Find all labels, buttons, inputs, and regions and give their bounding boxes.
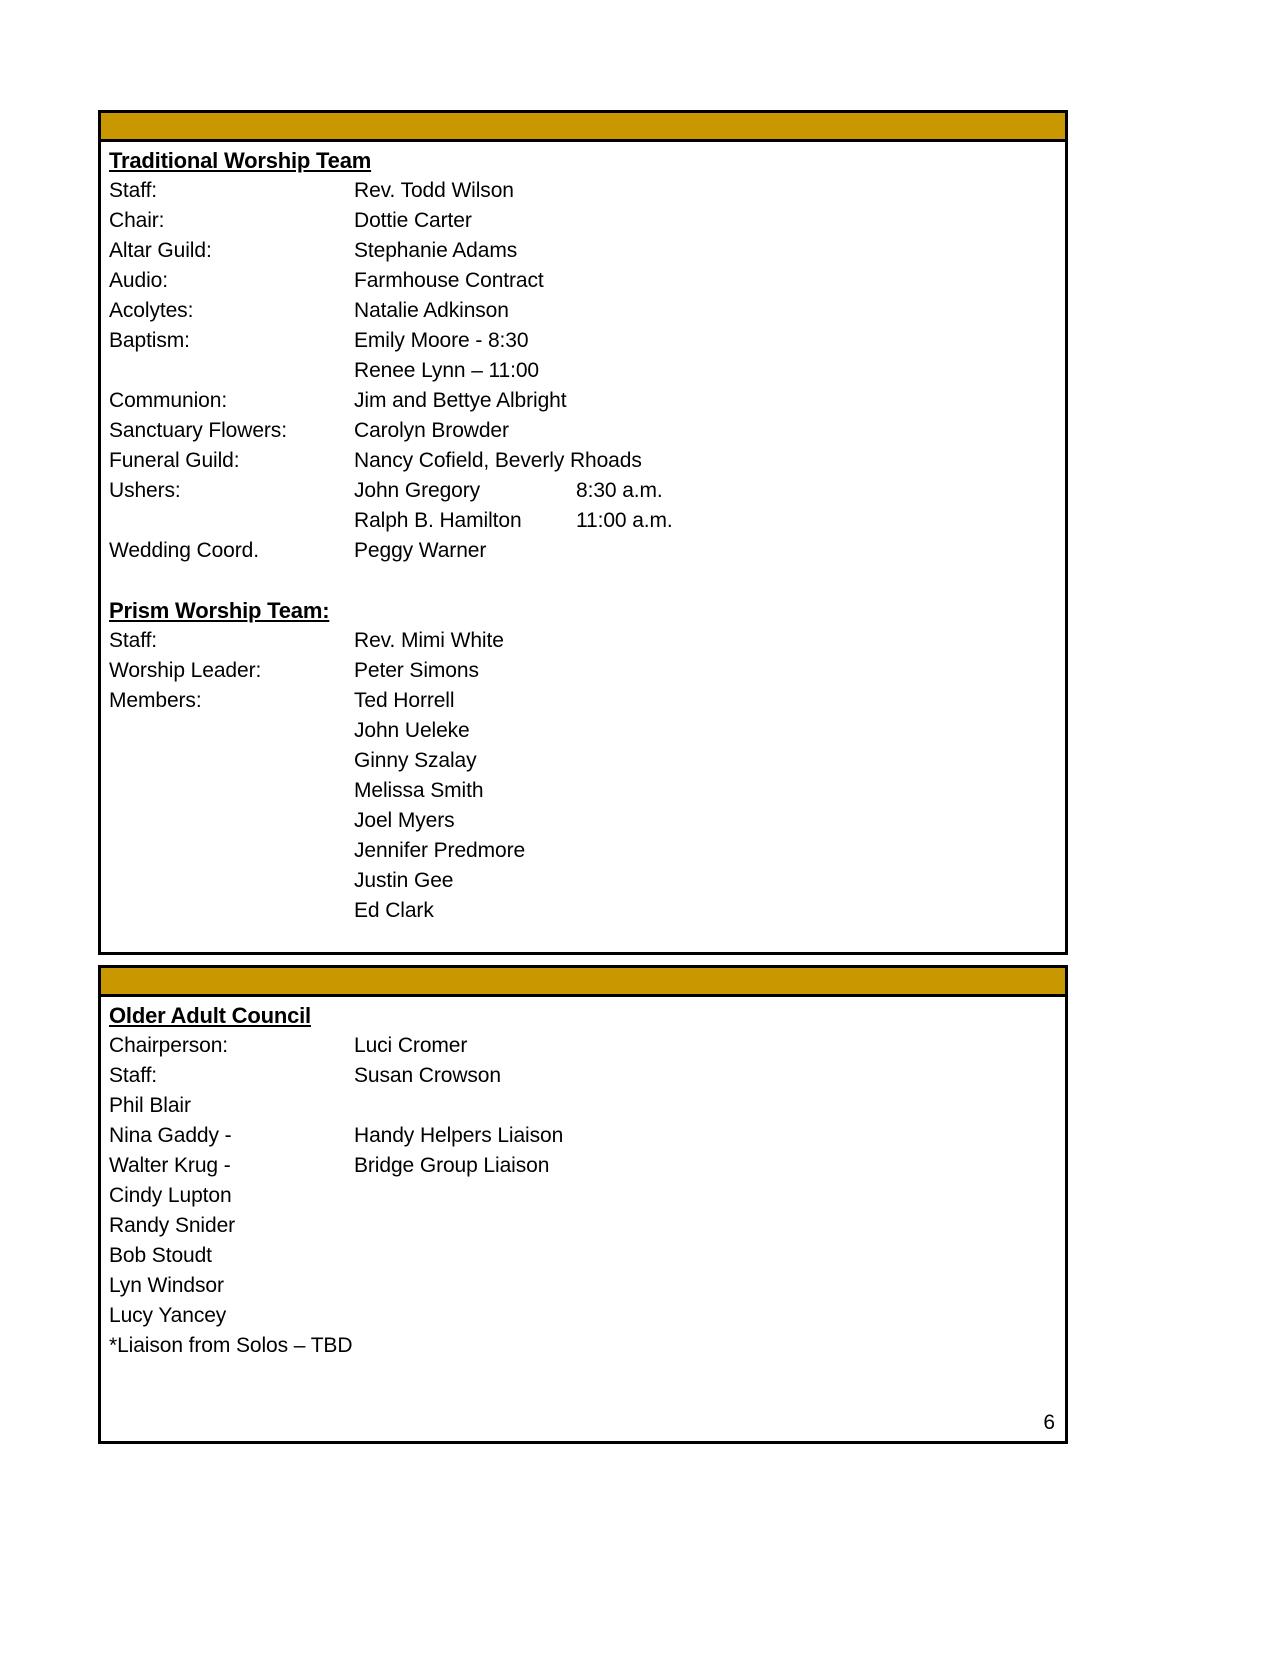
row-value: Dottie Carter — [354, 209, 472, 232]
row-label — [109, 716, 354, 746]
row-value: Renee Lynn – 11:00 — [354, 359, 540, 382]
row-value: Peggy Warner — [354, 539, 487, 562]
row-value: Emily Moore - 8:30 — [354, 329, 529, 352]
roster-row — [109, 1031, 1065, 1061]
roster-row — [109, 1061, 1065, 1091]
gold-header-bar — [101, 113, 1065, 142]
row-value — [354, 1241, 576, 1271]
row-value: Ralph B. Hamilton — [354, 509, 522, 532]
row-value: Joel Myers — [354, 809, 455, 832]
row-extra: 11:00 a.m. — [576, 509, 673, 532]
roster-row — [109, 356, 1065, 386]
row-label: Nina Gaddy - — [109, 1124, 232, 1147]
section-older-adult-council — [109, 1001, 1065, 1361]
row-label: Cindy Lupton — [109, 1184, 232, 1207]
gold-header-bar — [101, 968, 1065, 997]
row-label: Walter Krug - — [109, 1154, 231, 1177]
section-title: Prism Worship Team: — [109, 598, 330, 623]
row-label: Staff: — [109, 179, 158, 202]
row-value: Stephanie Adams — [354, 239, 518, 262]
row-label: *Liaison from Solos – TBD — [109, 1334, 353, 1357]
row-label — [109, 356, 354, 386]
row-label: Lucy Yancey — [109, 1304, 227, 1327]
row-label — [109, 506, 354, 536]
roster-row — [109, 1121, 1065, 1151]
row-value: Justin Gee — [354, 869, 454, 892]
row-value — [354, 1181, 576, 1211]
row-value — [354, 1301, 576, 1331]
row-value: Ginny Szalay — [354, 749, 477, 772]
row-label: Lyn Windsor — [109, 1274, 224, 1297]
block-body-worship — [101, 142, 1065, 952]
row-value: Rev. Todd Wilson — [354, 179, 514, 202]
row-label: Baptism: — [109, 329, 190, 352]
row-value — [354, 1091, 576, 1121]
row-label: Chair: — [109, 209, 165, 232]
roster-row — [109, 446, 1065, 476]
roster-row — [109, 866, 1065, 896]
row-label: Communion: — [109, 389, 228, 412]
row-extra: 8:30 a.m. — [576, 479, 663, 502]
row-label: Chairperson: — [109, 1034, 229, 1057]
roster-row — [109, 1271, 1065, 1301]
row-value: Handy Helpers Liaison — [354, 1124, 564, 1147]
block-body-older-adult — [101, 997, 1065, 1441]
section-spacer — [109, 566, 1065, 596]
roster-row — [109, 836, 1065, 866]
roster-row — [109, 1151, 1065, 1181]
row-value: Bridge Group Liaison — [354, 1154, 550, 1177]
row-label: Staff: — [109, 1064, 158, 1087]
roster-row — [109, 806, 1065, 836]
row-label — [109, 776, 354, 806]
row-value: Jennifer Predmore — [354, 839, 526, 862]
content-block-older-adult — [98, 965, 1068, 1444]
roster-row — [109, 176, 1065, 206]
roster-row — [109, 536, 1065, 566]
row-label: Worship Leader: — [109, 659, 262, 682]
row-label: Funeral Guild: — [109, 449, 240, 472]
row-value: Nancy Cofield, Beverly Rhoads — [354, 449, 642, 472]
row-label: Altar Guild: — [109, 239, 212, 262]
roster-row — [109, 656, 1065, 686]
roster-row — [109, 1301, 1065, 1331]
row-value: Natalie Adkinson — [354, 299, 509, 322]
row-value — [354, 1211, 576, 1241]
roster-row — [109, 716, 1065, 746]
roster-row — [109, 1181, 1065, 1211]
content-block-worship — [98, 110, 1068, 955]
row-value: Carolyn Browder — [354, 419, 509, 442]
row-label — [109, 896, 354, 926]
roster-row — [109, 686, 1065, 716]
row-label: Acolytes: — [109, 299, 194, 322]
roster-row — [109, 896, 1065, 926]
row-value: Susan Crowson — [354, 1064, 501, 1087]
roster-row — [109, 206, 1065, 236]
roster-row — [109, 506, 1065, 536]
section-traditional-worship-team — [109, 146, 1065, 566]
row-value: Jim and Bettye Albright — [354, 389, 567, 412]
row-label: Sanctuary Flowers: — [109, 419, 287, 442]
roster-row — [109, 296, 1065, 326]
section-title: Traditional Worship Team — [109, 148, 372, 173]
row-label: Ushers: — [109, 479, 181, 502]
row-value: Ted Horrell — [354, 689, 455, 712]
row-label: Audio: — [109, 269, 168, 292]
roster-row — [109, 776, 1065, 806]
row-value: Ed Clark — [354, 899, 434, 922]
document-page — [98, 110, 1068, 1444]
roster-row — [109, 236, 1065, 266]
roster-row — [109, 416, 1065, 446]
row-label: Bob Stoudt — [109, 1244, 212, 1267]
row-value: Farmhouse Contract — [354, 269, 544, 292]
roster-row — [109, 266, 1065, 296]
row-value — [354, 1331, 576, 1361]
row-label — [109, 836, 354, 866]
roster-row — [109, 1331, 1065, 1361]
roster-row — [109, 1091, 1065, 1121]
row-value: Rev. Mimi White — [354, 629, 504, 652]
row-label: Randy Snider — [109, 1214, 236, 1237]
row-value: John Gregory — [354, 479, 481, 502]
roster-row — [109, 1241, 1065, 1271]
roster-row — [109, 386, 1065, 416]
row-value: Peter Simons — [354, 659, 479, 682]
roster-row — [109, 476, 1065, 506]
row-label: Members: — [109, 689, 202, 712]
section-prism-worship-team — [109, 596, 1065, 926]
roster-row — [109, 746, 1065, 776]
row-label: Phil Blair — [109, 1094, 191, 1117]
row-value: Luci Cromer — [354, 1034, 468, 1057]
row-label: Staff: — [109, 629, 158, 652]
page-number: 6 — [1043, 1411, 1055, 1434]
row-label: Wedding Coord. — [109, 539, 259, 562]
row-value: Melissa Smith — [354, 779, 484, 802]
row-label — [109, 866, 354, 896]
row-label — [109, 806, 354, 836]
row-value: John Ueleke — [354, 719, 470, 742]
roster-row — [109, 326, 1065, 356]
roster-row — [109, 626, 1065, 656]
roster-row — [109, 1211, 1065, 1241]
row-label — [109, 746, 354, 776]
row-value — [354, 1271, 576, 1301]
section-title: Older Adult Council — [109, 1003, 311, 1028]
